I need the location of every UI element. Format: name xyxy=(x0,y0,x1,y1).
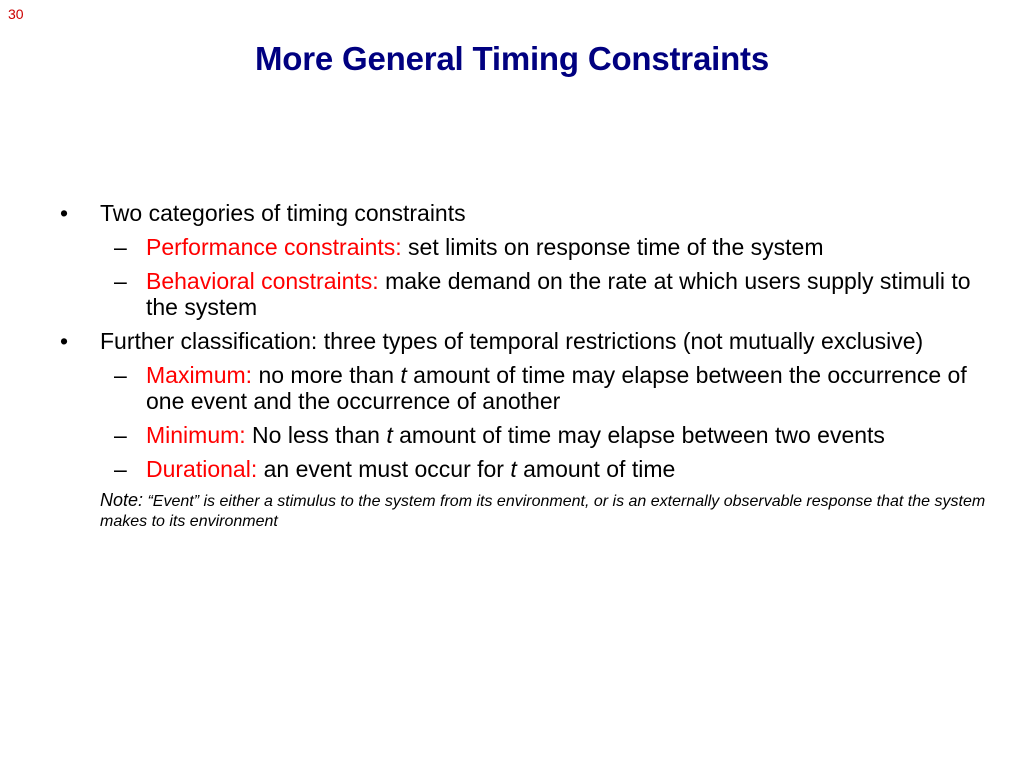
note-label: Note: xyxy=(100,490,144,510)
dash-icon: – xyxy=(114,422,127,448)
dash-icon: – xyxy=(114,362,127,388)
variable-t: t xyxy=(386,422,393,448)
sub-bullet-label: Maximum: xyxy=(146,362,253,388)
bullet-item xyxy=(60,328,1000,354)
dash-icon: – xyxy=(114,268,127,294)
note-text: “Event” is either a stimulus to the system from its environment, or is an externally observable response that the system makes to its environment xyxy=(100,493,986,530)
variable-t: t xyxy=(510,456,517,482)
dash-icon: – xyxy=(114,234,127,260)
sub-bullet-text: amount of time xyxy=(516,456,676,482)
sub-bullet-item xyxy=(60,268,1000,320)
sub-bullet-text: amount of time may elapse between two events xyxy=(392,422,885,448)
sub-bullet-label: Durational: xyxy=(146,456,258,482)
sub-bullet-text: amount of time may elapse between the occurrence of one event and the occurrence of another xyxy=(146,362,967,414)
sub-bullet-label: Behavioral constraints: xyxy=(146,268,379,294)
sub-bullet-label: Minimum: xyxy=(146,422,246,448)
dash-icon: – xyxy=(114,456,127,482)
sub-bullet-text: set limits on response time of the system xyxy=(401,234,824,260)
sub-bullet-label: Performance constraints: xyxy=(146,234,402,260)
sub-bullet-text: make demand on the rate at which users supply stimuli to the system xyxy=(146,268,971,320)
bullet-text: Further classification: three types of temporal restrictions (not mutually exclusive) xyxy=(100,328,924,354)
slide-content xyxy=(60,200,1000,532)
note xyxy=(60,490,1000,532)
slide-number: 30 xyxy=(8,6,24,22)
sub-bullet-item xyxy=(60,362,1000,414)
sub-bullet-item xyxy=(60,234,1000,260)
variable-t: t xyxy=(400,362,407,388)
sub-bullet-text: No less than xyxy=(245,422,387,448)
bullet-icon: • xyxy=(60,328,69,354)
slide-title: More General Timing Constraints xyxy=(255,40,769,77)
sub-bullet-text: an event must occur for xyxy=(257,456,511,482)
sub-bullet-item xyxy=(60,422,1000,448)
bullet-item xyxy=(60,200,1000,226)
bullet-icon: • xyxy=(60,200,69,226)
sub-bullet-item xyxy=(60,456,1000,482)
bullet-text: Two categories of timing constraints xyxy=(100,200,466,226)
sub-bullet-text: no more than xyxy=(252,362,401,388)
